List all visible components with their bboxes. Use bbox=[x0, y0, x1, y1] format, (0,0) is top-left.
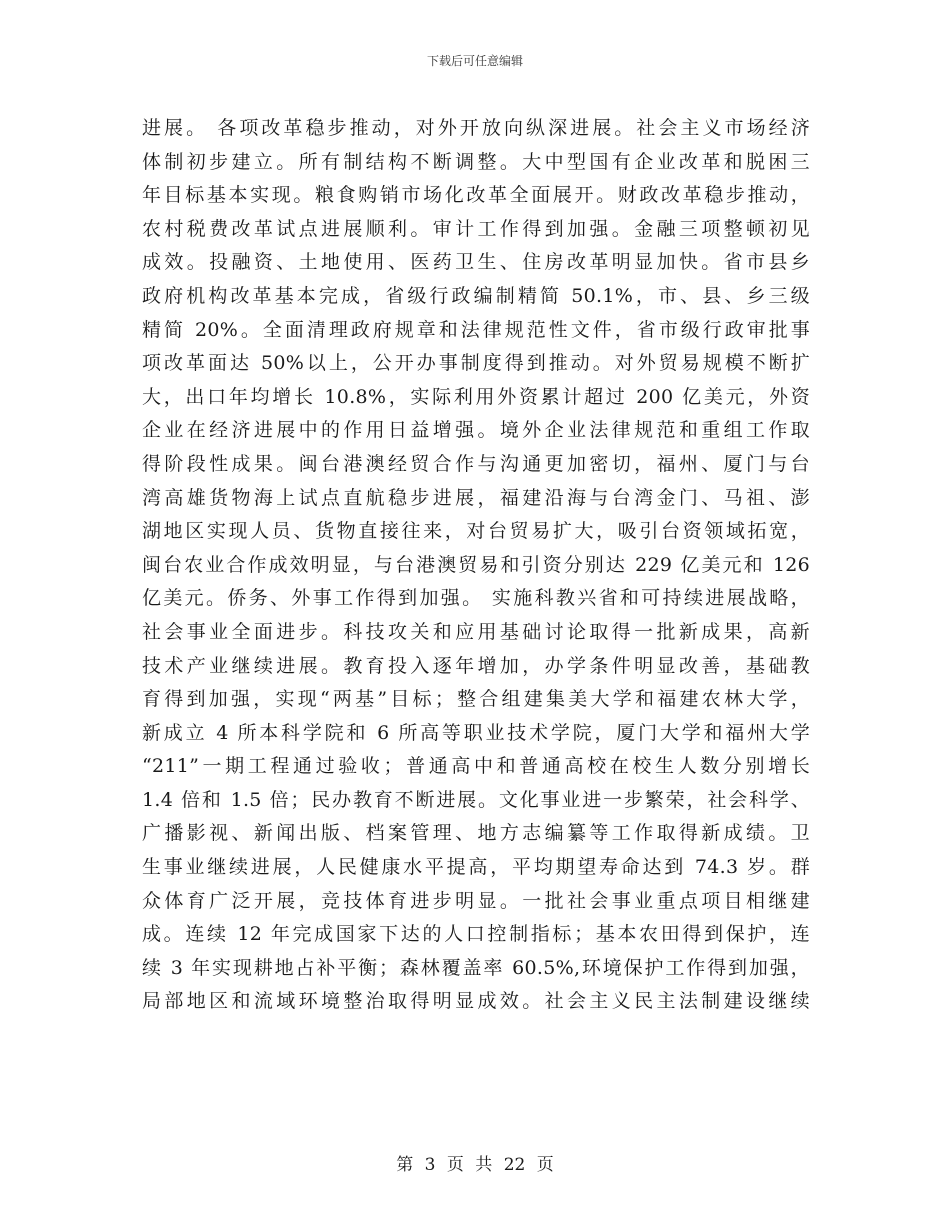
text-line: 湾高雄货物海上试点直航稳步进展，福建沿海与台湾金门、马祖、澎 bbox=[142, 486, 810, 509]
page-number-footer: 第 3 页 共 22 页 bbox=[396, 1155, 554, 1175]
text-line: 政府机构改革基本完成，省级行政编制精简 50.1%，市、县、乡三级 bbox=[142, 284, 810, 307]
text-line: 年目标基本实现。粮食购销市场化改革全面展开。财政改革稳步推动， bbox=[142, 184, 810, 207]
text-line: 成。连续 12 年完成国家下达的人口控制指标；基本农田得到保护，连 bbox=[142, 923, 810, 946]
text-line: 1.4 倍和 1.5 倍；民办教育不断进展。文化事业进一步繁荣，社会科学、 bbox=[142, 788, 810, 811]
text-line: 闽台农业合作成效明显，与台港澳贸易和引资分别达 229 亿美元和 126 bbox=[142, 553, 810, 576]
text-line: 体制初步建立。所有制结构不断调整。大中型国有企业改革和脱困三 bbox=[142, 150, 810, 173]
text-line: 企业在经济进展中的作用日益增强。境外企业法律规范和重组工作取 bbox=[142, 419, 810, 442]
text-line: 农村税费改革试点进展顺利。审计工作得到加强。金融三项整顿初见 bbox=[142, 217, 810, 240]
text-line: “211”一期工程通过验收；普通高中和普通高校在校生人数分别增长 bbox=[142, 755, 810, 778]
text-line: 得阶段性成果。闽台港澳经贸合作与沟通更加密切，福州、厦门与台 bbox=[142, 452, 810, 475]
text-line: 进展。 各项改革稳步推动，对外开放向纵深进展。社会主义市场经济 bbox=[142, 117, 810, 139]
text-line: 育得到加强，实现“两基”目标；整合组建集美大学和福建农林大学， bbox=[142, 688, 810, 711]
text-line: 湖地区实现人员、货物直接往来，对台贸易扩大，吸引台资领域拓宽， bbox=[142, 520, 810, 543]
body-text bbox=[142, 112, 810, 1019]
text-line: 局部地区和流域环境整治取得明显成效。社会主义民主法制建设继续 bbox=[142, 990, 810, 1013]
text-line: 亿美元。侨务、外事工作得到加强。 实施科教兴省和可持续进展战略， bbox=[142, 587, 810, 610]
text-line: 广播影视、新闻出版、档案管理、地方志编纂等工作取得新成绩。卫 bbox=[142, 822, 810, 845]
text-line: 社会事业全面进步。科技攻关和应用基础讨论取得一批新成果，高新 bbox=[142, 620, 810, 643]
text-line: 新成立 4 所本科学院和 6 所高等职业技术学院，厦门大学和福州大学 bbox=[142, 721, 810, 744]
text-line: 续 3 年实现耕地占补平衡；森林覆盖率 60.5%,环境保护工作得到加强， bbox=[142, 956, 810, 979]
text-line: 成效。投融资、土地使用、医药卫生、住房改革明显加快。省市县乡 bbox=[142, 251, 810, 274]
text-line: 大，出口年均增长 10.8%，实际利用外资累计超过 200 亿美元，外资 bbox=[142, 385, 810, 408]
text-line: 生事业继续进展，人民健康水平提高，平均期望寿命达到 74.3 岁。群 bbox=[142, 856, 810, 879]
page-header-note: 下载后可任意编辑 bbox=[426, 54, 523, 68]
text-line: 技术产业继续进展。教育投入逐年增加，办学条件明显改善，基础教 bbox=[142, 654, 810, 677]
text-line: 众体育广泛开展，竞技体育进步明显。一批社会事业重点项目相继建 bbox=[142, 889, 810, 912]
text-line: 精简 20%。全面清理政府规章和法律规范性文件，省市级行政审批事 bbox=[142, 318, 810, 341]
text-line: 项改革面达 50%以上，公开办事制度得到推动。对外贸易规模不断扩 bbox=[142, 352, 810, 375]
